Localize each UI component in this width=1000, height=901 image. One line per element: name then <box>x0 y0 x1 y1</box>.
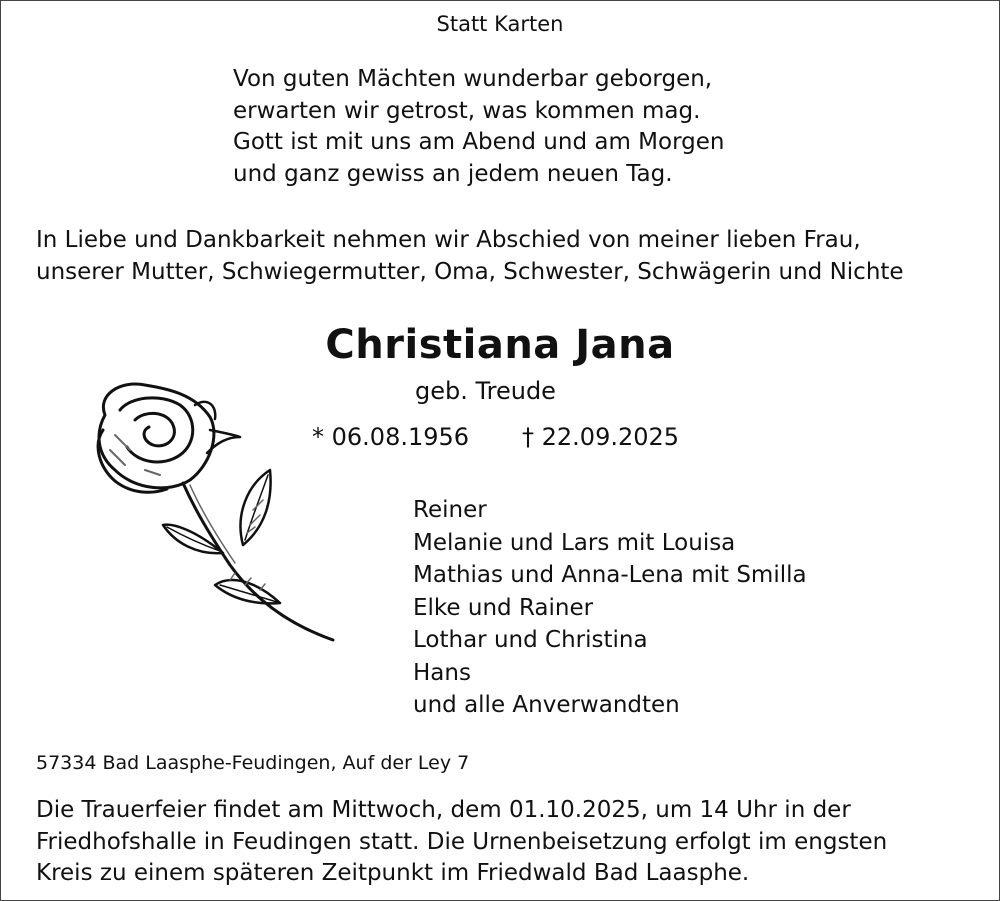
poem-line: Gott ist mit uns am Abend und am Morgen <box>233 129 725 155</box>
intro-text <box>36 224 904 288</box>
notice-line: Friedhofshalle in Feudingen statt. Die Urnenbeisetzung erfolgt im engsten <box>36 828 888 855</box>
birth-date: * 06.08.1956 <box>312 423 470 451</box>
poem-line: und ganz gewiss an jedem neuen Tag. <box>233 160 673 187</box>
intro-line: In Liebe und Dankbarkeit nehmen wir Abschied von meiner lieben Frau, <box>36 227 861 253</box>
mourner-entry: Melanie und Lars mit Louisa <box>413 529 736 556</box>
intro-line: unserer Mutter, Schwiegermutter, Oma, Schwester, Schwägerin und Nichte <box>36 259 904 285</box>
mourner-entry: Lothar und Christina <box>413 627 648 653</box>
poem <box>233 64 724 190</box>
address: 57334 Bad Laasphe-Feudingen, Auf der Ley 7 <box>36 752 470 774</box>
mourner-entry: Elke und Rainer <box>413 594 594 621</box>
mourner-entry: Reiner <box>413 497 487 523</box>
mourner-entry: Mathias und Anna-Lena mit Smilla <box>413 562 807 588</box>
header-statt-karten: Statt Karten <box>436 12 564 36</box>
maiden-name: geb. Treude <box>415 377 556 405</box>
deceased-name: Christiana Jana <box>325 322 675 368</box>
notice-line: Kreis zu einem späteren Zeitpunkt im Friedwald Bad Laasphe. <box>36 860 750 886</box>
poem-line: Von guten Mächten wunderbar geborgen, <box>233 66 713 92</box>
funeral-notice <box>36 795 887 890</box>
mourners-list <box>413 494 807 722</box>
death-date: † 22.09.2025 <box>522 423 680 451</box>
poem-line: erwarten wir getrost, was kommen mag. <box>233 97 701 124</box>
rose-icon <box>75 375 340 645</box>
mourner-entry: Hans <box>413 659 471 686</box>
notice-line: Die Trauerfeier findet am Mittwoch, dem 01.10.2025, um 14 Uhr in der <box>36 797 851 823</box>
mourner-entry: und alle Anverwandten <box>413 692 680 718</box>
